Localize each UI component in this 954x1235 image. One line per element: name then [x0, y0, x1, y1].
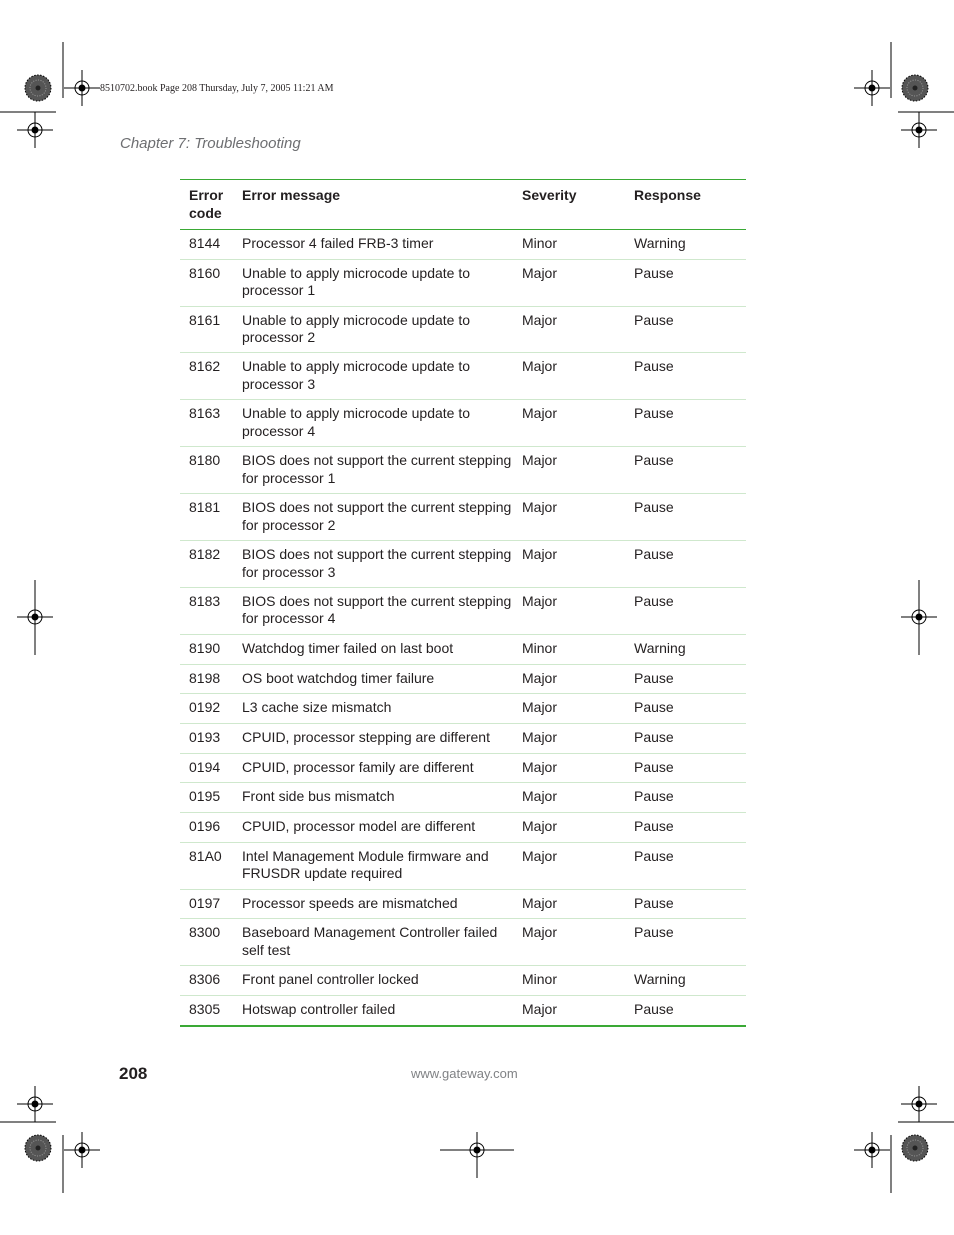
error-message-cell: CPUID, processor model are different	[242, 817, 476, 834]
error-code-cell: 8144	[189, 235, 221, 251]
error-code-cell: 8180	[189, 452, 221, 469]
response-cell: Pause	[634, 499, 674, 516]
severity-cell: Major	[522, 452, 558, 469]
table-row	[180, 966, 746, 996]
severity-cell: Major	[522, 758, 558, 775]
error-code-cell: 0196	[189, 817, 221, 834]
error-message-cell: Front panel controller locked	[242, 971, 419, 988]
error-code-cell: 8181	[189, 499, 221, 516]
table-row	[180, 919, 746, 966]
severity-cell: Minor	[522, 639, 558, 656]
response-cell: Pause	[634, 264, 674, 281]
severity-cell: Minor	[522, 971, 558, 988]
response-cell: Pause	[634, 669, 674, 686]
table-row	[180, 843, 746, 890]
error-code-table	[180, 179, 746, 1027]
error-message-cell: BIOS does not support the current stepping for processor 1	[242, 452, 512, 486]
error-code-cell: 8163	[189, 405, 221, 422]
error-code-cell: 0195	[189, 788, 221, 805]
table-row	[180, 494, 746, 541]
response-cell: Pause	[634, 452, 674, 469]
error-message-cell: Intel Management Module firmware and FRUSDR update required	[242, 847, 489, 882]
error-code-cell: 8183	[189, 592, 221, 609]
error-message-cell: BIOS does not support the current stepping for processor 4	[242, 592, 512, 627]
table-header	[180, 180, 746, 230]
error-code-cell: 0194	[189, 758, 221, 775]
error-code-cell: 8161	[189, 311, 221, 328]
error-message-cell: Baseboard Management Controller failed self test	[242, 924, 498, 958]
response-cell: Pause	[634, 311, 674, 328]
header-response: Response	[634, 187, 701, 203]
table-row	[180, 353, 746, 400]
print-slug: 8510702.book Page 208 Thursday, July 7, 2005 11:21 AM	[100, 83, 334, 94]
response-cell: Pause	[634, 592, 674, 609]
error-code-cell: 8160	[189, 264, 221, 281]
table-row	[180, 447, 746, 494]
error-message-cell: Unable to apply microcode update to processor 1	[242, 264, 471, 299]
severity-cell: Major	[522, 405, 558, 422]
header-severity: Severity	[522, 187, 577, 203]
response-cell: Pause	[634, 788, 674, 805]
error-message-cell: CPUID, processor stepping are different	[242, 728, 490, 745]
error-message-cell: L3 cache size mismatch	[242, 699, 392, 716]
severity-cell: Major	[522, 264, 558, 281]
response-cell: Pause	[634, 894, 674, 911]
response-cell: Pause	[634, 758, 674, 775]
severity-cell: Major	[522, 669, 558, 686]
severity-cell: Major	[522, 699, 558, 716]
table-row	[180, 588, 746, 635]
response-cell: Pause	[634, 358, 674, 375]
response-cell: Pause	[634, 405, 674, 422]
table-row	[180, 230, 746, 260]
error-message-cell: Processor speeds are mismatched	[242, 894, 458, 911]
table-row	[180, 307, 746, 354]
table-row	[180, 665, 746, 695]
severity-cell: Major	[522, 847, 558, 864]
error-code-cell: 8198	[189, 669, 221, 686]
severity-cell: Major	[522, 817, 558, 834]
error-message-cell: Unable to apply microcode update to processor 3	[242, 358, 471, 392]
severity-cell: Major	[522, 728, 558, 745]
error-message-cell: BIOS does not support the current stepping for processor 3	[242, 546, 512, 580]
error-message-cell: Hotswap controller failed	[242, 1000, 396, 1017]
severity-cell: Major	[522, 499, 558, 516]
header-error-code: Error code	[189, 187, 224, 221]
error-code-cell: 8305	[189, 1000, 221, 1017]
chapter-title: Chapter 7: Troubleshooting	[120, 135, 301, 152]
response-cell: Warning	[634, 639, 686, 656]
error-code-cell: 0193	[189, 728, 221, 745]
severity-cell: Major	[522, 1000, 558, 1017]
response-cell: Pause	[634, 847, 674, 864]
table-row	[180, 783, 746, 813]
table-row	[180, 694, 746, 724]
response-cell: Warning	[634, 971, 686, 988]
severity-cell: Major	[522, 924, 558, 941]
error-message-cell: Unable to apply microcode update to processor 2	[242, 311, 471, 346]
error-code-cell: 8190	[189, 639, 221, 656]
error-code-cell: 81A0	[189, 847, 222, 864]
table-row	[180, 813, 746, 843]
error-message-cell: OS boot watchdog timer failure	[242, 669, 435, 686]
severity-cell: Major	[522, 788, 558, 805]
error-code-cell: 0192	[189, 699, 221, 716]
response-cell: Pause	[634, 1000, 674, 1017]
table-row	[180, 754, 746, 784]
response-cell: Pause	[634, 546, 674, 563]
error-message-cell: BIOS does not support the current stepping for processor 2	[242, 499, 512, 533]
error-code-cell: 8162	[189, 358, 221, 375]
error-code-cell: 8306	[189, 971, 221, 988]
header-error-message: Error message	[242, 187, 341, 203]
error-message-cell: Processor 4 failed FRB-3 timer	[242, 235, 434, 251]
table-row	[180, 996, 746, 1026]
severity-cell: Major	[522, 358, 558, 375]
table-row	[180, 724, 746, 754]
table-row	[180, 635, 746, 665]
error-message-cell: Unable to apply microcode update to processor 4	[242, 405, 471, 439]
response-cell: Pause	[634, 728, 674, 745]
severity-cell: Major	[522, 592, 558, 609]
response-cell: Warning	[634, 235, 686, 251]
table-row	[180, 890, 746, 920]
response-cell: Pause	[634, 817, 674, 834]
error-message-cell: Front side bus mismatch	[242, 788, 395, 805]
error-code-cell: 8182	[189, 546, 221, 563]
response-cell: Pause	[634, 699, 674, 716]
error-code-cell: 0197	[189, 894, 221, 911]
error-code-cell: 8300	[189, 924, 221, 941]
error-message-cell: CPUID, processor family are different	[242, 758, 474, 775]
severity-cell: Minor	[522, 235, 558, 251]
severity-cell: Major	[522, 311, 558, 328]
table-row	[180, 541, 746, 588]
page-number: 208	[119, 1064, 148, 1083]
table-row	[180, 400, 746, 447]
response-cell: Pause	[634, 924, 674, 941]
footer-url: www.gateway.com	[411, 1066, 518, 1081]
table-row	[180, 260, 746, 307]
severity-cell: Major	[522, 546, 558, 563]
table-body	[180, 230, 746, 1025]
severity-cell: Major	[522, 894, 558, 911]
error-message-cell: Watchdog timer failed on last boot	[242, 639, 454, 656]
